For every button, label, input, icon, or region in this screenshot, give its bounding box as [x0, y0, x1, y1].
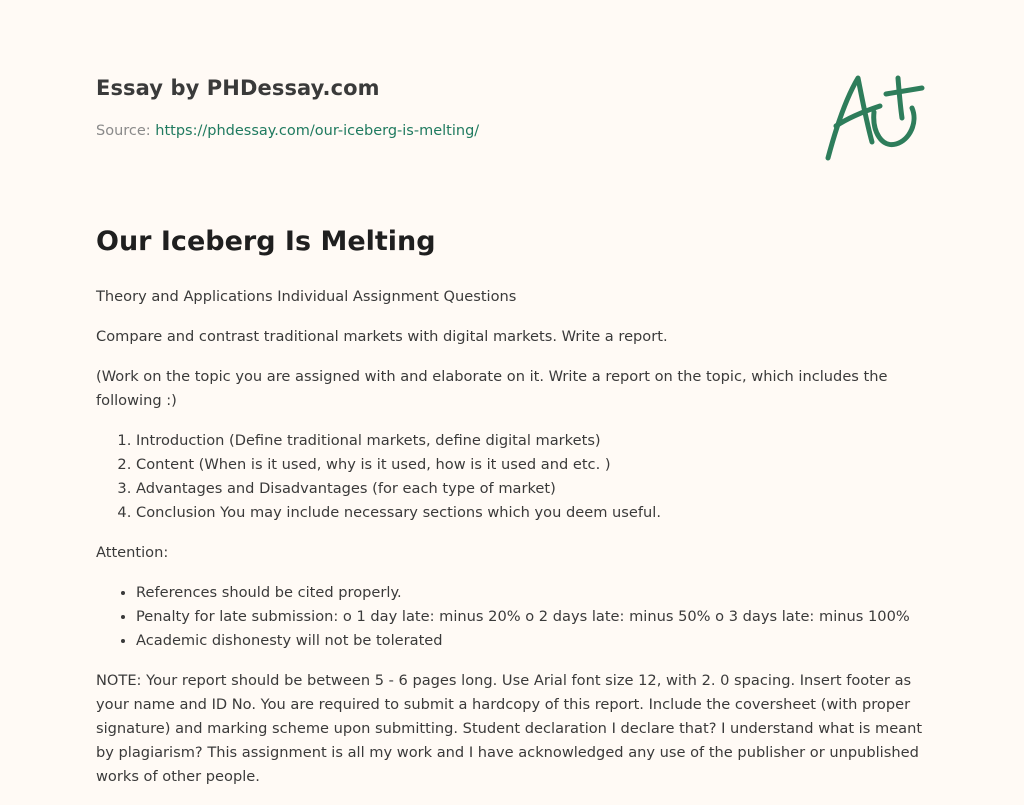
list-item: • Penalty for late submission: o 1 day late: minus 20% o 2 days late: minus 50% o 3 days late: minus 100% — [136, 605, 928, 629]
a-plus-grade-icon — [822, 68, 930, 164]
note-paragraph: NOTE: Your report should be between 5 - 6 pages long. Use Arial font size 12, with 2. 0 spacing. Insert footer as your name and ID No. You are required to submit a hardcopy of this report. Include the coversheet (with proper signature) and marking scheme upon submitting. Student declaration I declare that? I understand what is meant by plagiarism? This assignment is all my work and I have acknowledged any use of the publisher or unpublished works of other people. — [96, 672, 923, 785]
article-body — [96, 285, 928, 805]
article-title: Our Iceberg Is Melting — [96, 226, 436, 257]
list-item: 4. Conclusion You may include necessary sections which you deem useful. — [136, 501, 928, 525]
requirements-list — [96, 429, 928, 525]
intro-paragraph: (Work on the topic you are assigned with and elaborate on it. Write a report on the topic, which includes the following :) — [96, 368, 888, 409]
list-item: • Academic dishonesty will not be tolerated — [136, 629, 928, 653]
attention-label: Attention: — [96, 544, 169, 561]
intro-paragraph: Theory and Applications Individual Assignment Questions — [96, 288, 517, 305]
list-item: 3. Advantages and Disadvantages (for each type of market) — [136, 477, 928, 501]
source-link[interactable]: https://phdessay.com/our-iceberg-is-melting/ — [155, 123, 480, 139]
source-label: Source: — [96, 123, 156, 139]
list-item: • References should be cited properly. — [136, 581, 928, 605]
list-item: 1. Introduction (Define traditional markets, define digital markets) — [136, 429, 928, 453]
attention-list — [96, 581, 928, 653]
brand-name: Essay by PHDessay.com — [96, 76, 380, 100]
intro-paragraph: Compare and contrast traditional markets with digital markets. Write a report. — [96, 328, 668, 345]
source-line — [96, 123, 479, 139]
list-item: 2. Content (When is it used, why is it used, how is it used and etc. ) — [136, 453, 928, 477]
